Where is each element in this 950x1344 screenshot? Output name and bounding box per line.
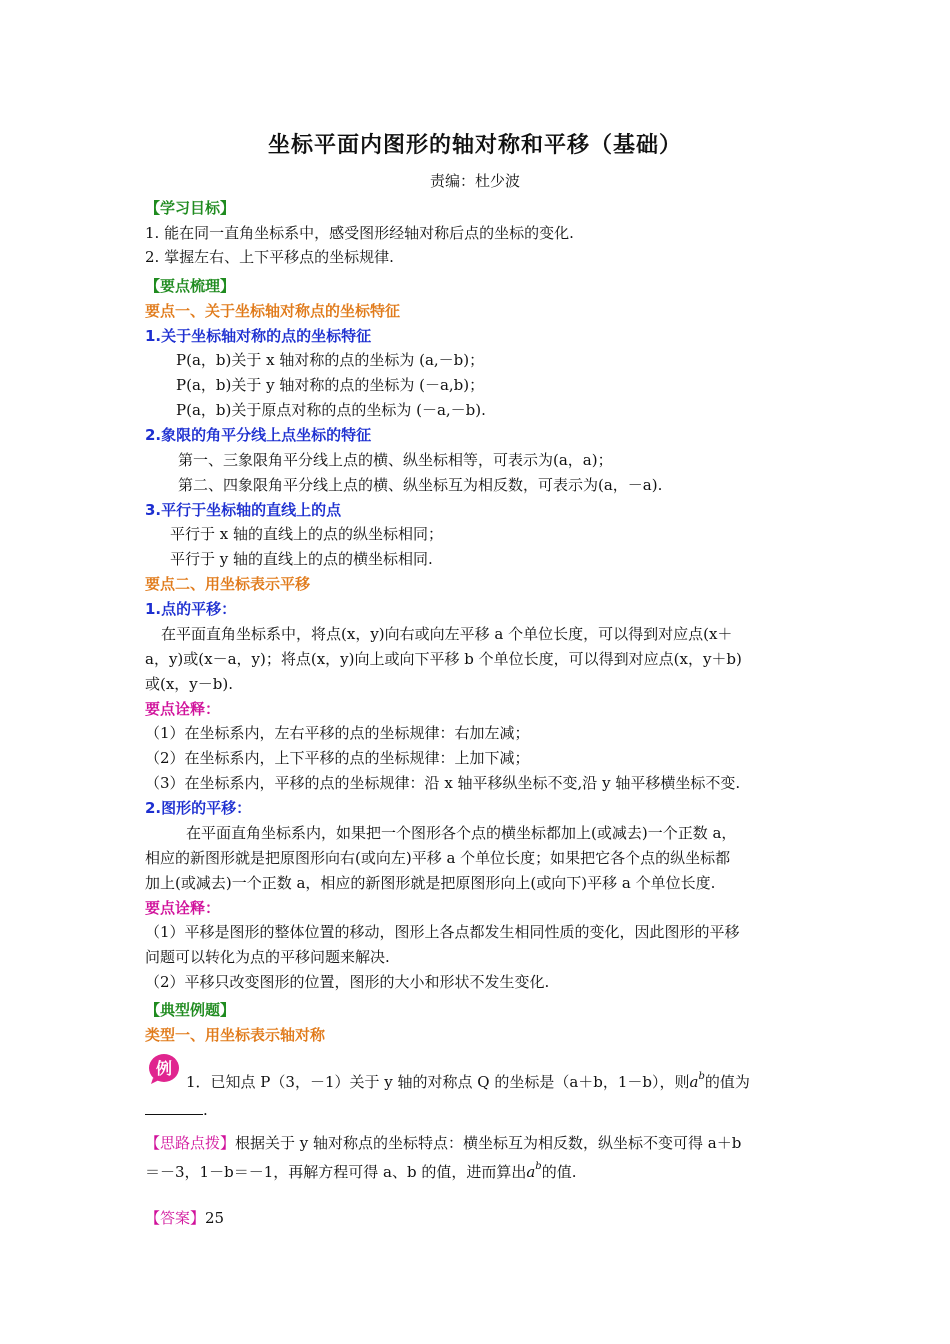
text-line: 在平面直角坐标系内，如果把一个图形各个点的横坐标都加上(或减去)一个正数 a， (186, 824, 737, 842)
hint-text: 根据关于 y 轴对称点的坐标特点：横坐标互为相反数，纵坐标不变可得 a＋b (235, 1134, 742, 1152)
text-line: a，y)或(x－a，y)；将点(x，y)向上或向下平移 b 个单位长度，可以得到对应点(x，y＋b) (145, 650, 742, 668)
text-line: （2）在坐标系内，上下平移的点的坐标规律：上加下减； (145, 749, 530, 767)
text-line: 第二、四象限角平分线上点的横、纵坐标互为相反数，可表示为(a，－a). (178, 476, 663, 494)
badge-label: 例 (155, 1059, 173, 1078)
blank-end: . (203, 1101, 208, 1119)
page-title: 坐标平面内图形的轴对称和平移（基础） (267, 133, 682, 158)
text-line: （3）在坐标系内，平移的点的坐标规律：沿 x 轴平移纵坐标不变,沿 y 轴平移横坐标不变. (145, 774, 741, 792)
hint-text: ＝－3，1－b＝－1，再解方程可得 a、b 的值，进而算出 (145, 1163, 527, 1181)
text-line: 或(x，y－b). (145, 675, 234, 693)
subsection-header: 2.图形的平移： (145, 799, 252, 817)
text-line: 在平面直角坐标系中，将点(x，y)向右或向左平移 a 个单位长度，可以得到对应点(x＋ (161, 625, 733, 643)
section-header: 要点一、关于坐标轴对称点的坐标特征 (145, 302, 401, 320)
section-header: 要点二、用坐标表示平移 (145, 575, 311, 593)
power-expression (526, 1163, 541, 1181)
text-line: P(a，b)关于 y 轴对称的点的坐标为 (－a,b)； (176, 376, 485, 394)
subsection-header: 2.象限的角平分线上点坐标的特征 (145, 426, 372, 444)
text-line: 平行于 x 轴的直线上的点的纵坐标相同； (170, 525, 443, 543)
text-line: （2）平移只改变图形的位置，图形的大小和形状不发生变化. (145, 973, 550, 991)
note-header: 要点诠释： (145, 700, 221, 718)
answer-value: 25 (205, 1209, 225, 1227)
text-line: P(a，b)关于原点对称的点的坐标为 (－a,－b). (176, 401, 486, 419)
hint-label: 【思路点拨】 (145, 1134, 236, 1152)
text-line: 相应的新图形就是把原图形向右(或向左)平移 a 个单位长度；如果把它各个点的纵坐标都 (145, 849, 731, 867)
text-line: （1）在坐标系内，左右平移的点的坐标规律：右加左减； (145, 724, 530, 742)
power-exponent: b (535, 1161, 542, 1172)
answer-blank-line (145, 1100, 208, 1120)
answer-blank (145, 1102, 203, 1115)
text-line: 平行于 y 轴的直线上的点的横坐标相同. (170, 550, 433, 568)
hint-text: 的值. (541, 1163, 577, 1181)
subsection-header: 1.关于坐标轴对称的点的坐标特征 (145, 327, 372, 345)
goal-item: 1. 能在同一直角坐标系中，感受图形经轴对称后点的坐标的变化. (145, 224, 574, 242)
examples-header: 【典型例题】 (145, 1001, 236, 1019)
goal-item: 2. 掌握左右、上下平移点的坐标规律. (145, 248, 394, 266)
hint-line-1 (145, 1133, 741, 1153)
note-header: 要点诠释： (145, 899, 221, 917)
text-line: 问题可以转化为点的平移问题来解决. (145, 948, 390, 966)
text-line: P(a，b)关于 x 轴对称的点的坐标为 (a,－b)； (176, 351, 485, 369)
learning-goals-header: 【学习目标】 (145, 199, 236, 217)
key-points-header: 【要点梳理】 (145, 277, 236, 295)
power-base: a (689, 1073, 699, 1091)
example-badge-icon (147, 1050, 181, 1084)
power-exponent: b (698, 1071, 705, 1082)
text-line: 加上(或减去)一个正数 a，相应的新图形就是把原图形向上(或向下)平移 a 个单位长度. (145, 874, 716, 892)
text-line: 第一、三象限角平分线上点的横、纵坐标相等，可表示为(a，a)； (178, 451, 613, 469)
power-expression (690, 1073, 705, 1091)
subsection-header: 3.平行于坐标轴的直线上的点 (145, 501, 342, 519)
hint-line-2 (145, 1162, 576, 1182)
answer-line (145, 1208, 224, 1228)
text-line: （1）平移是图形的整体位置的移动，图形上各点都发生相同性质的变化，因此图形的平移 (145, 923, 740, 941)
question-text: 1．已知点 P（3，－1）关于 y 轴的对称点 Q 的坐标是（a＋b，1－b），则 (186, 1073, 690, 1091)
question-1 (186, 1072, 750, 1092)
section-header: 类型一、用坐标表示轴对称 (145, 1026, 326, 1044)
question-tail: 的值为 (704, 1073, 750, 1091)
answer-label: 【答案】 (145, 1209, 206, 1227)
subsection-header: 1.点的平移： (145, 600, 237, 618)
power-base: a (526, 1163, 536, 1181)
editor-credit: 责编：杜少波 (429, 172, 520, 190)
